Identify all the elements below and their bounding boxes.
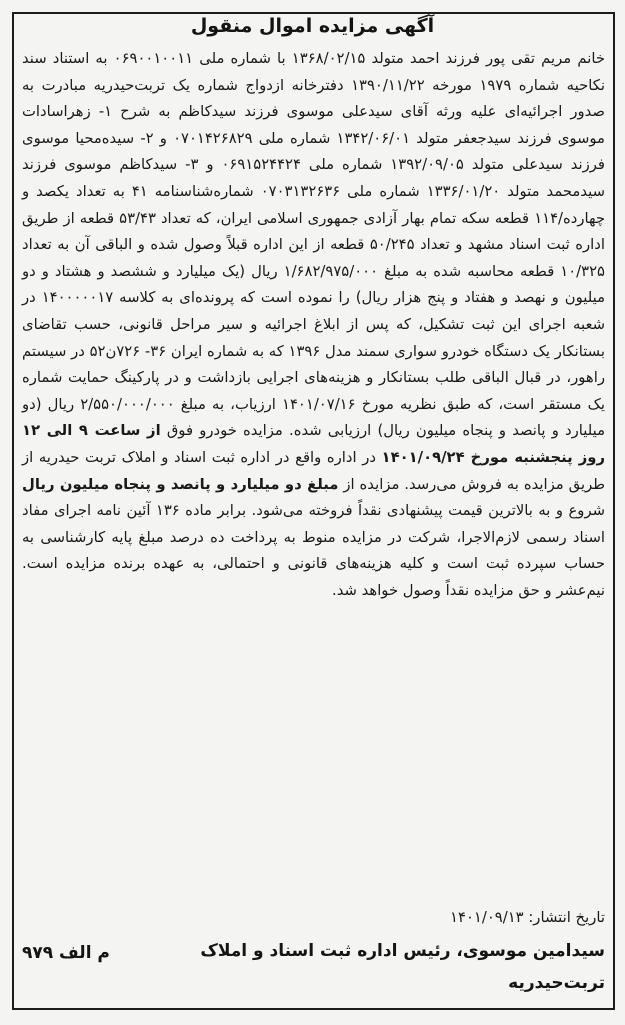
starting-price: مبلغ دو میلیارد و پانصد و پنجاه میلیون ریال <box>22 475 339 493</box>
reference-code: م الف ۹۷۹ <box>22 943 110 963</box>
body-text-part-3: شروع و به بالاترین قیمت پیشنهادی نقداً فروخته می‌شود. برابر ماده ۱۳۶ آئین نامه اجرای مفاد اسناد رسمی لازم‌الاجرا، شرکت در مزایده منوط به پرداخت ده درصد مبلغ پایه کارشناسی به حساب سپرده ثبت است و کلیه هزینه‌های قانونی و احتمالی، به عهده برنده مزایده است. نیم‌عشر و حق مزایده نقداً وصول خواهد شد. <box>22 502 606 599</box>
body-text-part-1: خانم مریم تقی پور فرزند احمد متولد ۱۳۶۸/۰۲/۱۵ با شماره ملی ۰۶۹۰۰۱۰۰۱۱ به استناد سند نکاحیه شماره ۱۹۷۹ مورخه ۱۳۹۰/۱۱/۲۲ دفترخانه ازدواج شماره یک تربت‌حیدریه مبادرت به صدور اجرائیه‌ای علیه ورثه آقای سیدعلی موسوی فرزند سیدکاظم به شرح ۱- زهراسادات موسوی فرزند سیدجعفر متولد ۱۳۴۲/۰۶/۰۱ شماره ملی ۰۷۰۱۴۲۶۸۲۹ و ۲- سیده‌محیا موسوی فرزند سیدعلی متولد ۱۳۹۲/۰۹/۰۵ شماره ملی ۰۶۹۱۵۲۴۴۲۴ و ۳- سیدکاظم موسوی فرزند سیدمحمد متولد ۱۳۳۶/۰۱/۲۰ شماره ملی ۰۷۰۳۱۳۲۶۳۶ شماره‌شناسنامه ۴۱ به تعداد یکصد و چهارده/۱۱۴ قطعه سکه تمام بهار آزادی جمهوری اسلامی ایران، که تعداد ۵۳/۴۳ قطعه از طریق اداره ثبت اسناد مشهد و تعداد ۵۰/۲۴۵ قطعه از این اداره قبلاً وصول شده و الباقی آن به تعداد ۱۰/۳۲۵ قطعه محاسبه شده به مبلغ ۱/۶۸۲/۹۷۵/۰۰۰ ریال (یک میلیارد و ششصد و هشتاد و دو میلیون و نهصد و هفتاد و پنج هزار ریال) را نموده است که پرونده‌ای به کلاسه ۱۴۰۰۰۰۰۱۷ در شعبه اجرای این ثبت تشکیل، که پس از ابلاغ اجرائیه و سیر مراحل قانونی، حسب تقاضای بستانکار یک دستگاه خودرو سواری سمند مدل ۱۳۹۶ که به شماره ایران ۳۶- ۷۲۶ن۵۲ در سیستم راهور، در قبال الباقی طلب بستانکار و هزینه‌های اجرایی بازداشت و در پارکینگ حمایت شماره یک مستقر است، که طبق نظریه مورخ ۱۴۰۱/۰۷/۱۶ ارزیاب، به مبلغ ۲/۵۵۰/۰۰۰/۰۰۰ ریال (دو میلیارد و پانصد و پنجاه میلیون ریال) ارزیابی شده. مزایده خودرو فوق <box>22 50 606 440</box>
signatory-place: تربت‌حیدریه <box>508 973 605 993</box>
body-text-part-2: در اداره واقع در اداره ثبت اسناد و املاک تربت حیدریه از طریق مزایده به فروش می‌رسد. مزایده از <box>22 448 606 493</box>
notice-body <box>22 46 605 604</box>
signatory-name: سیدامین موسوی، رئیس اداره ثبت اسناد و املاک <box>200 941 605 961</box>
notice-paragraph <box>22 46 605 604</box>
notice-title: آگهی مزایده اموال منقول <box>190 15 435 37</box>
auction-time: از ساعت ۹ الی ۱۲ روز پنجشنبه مورخ ۱۴۰۱/۰۹/۲۴ <box>22 422 605 466</box>
publish-date: تاریخ انتشار: ۱۴۰۱/۰۹/۱۳ <box>450 909 605 926</box>
